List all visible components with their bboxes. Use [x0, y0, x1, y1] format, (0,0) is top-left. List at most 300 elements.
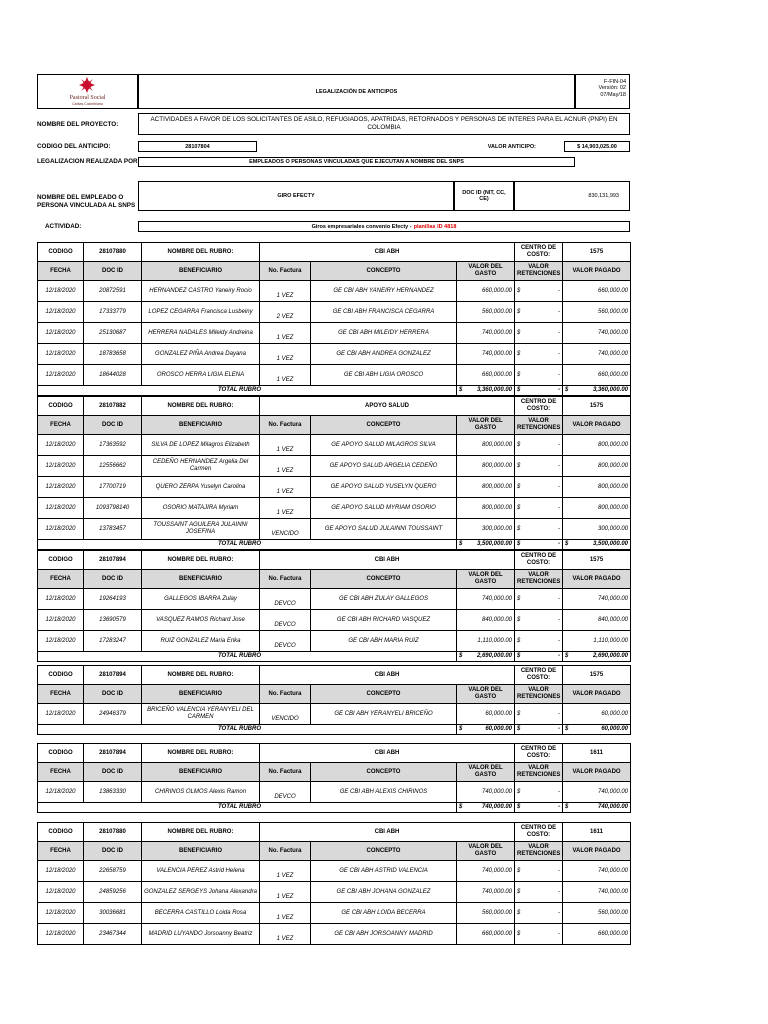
row-doc-id: 20872591: [84, 281, 142, 302]
currency-symbol: $: [517, 616, 521, 623]
row-concept: GE CBI ABH YERANYELI BRICEÑO: [311, 704, 457, 725]
row-expense-value: 660,000.00: [457, 281, 515, 302]
currency-symbol: $: [517, 804, 521, 811]
total-paid-value: 3,360,000.00: [592, 387, 629, 394]
row-doc-id: 23467344: [84, 924, 142, 945]
row-doc-id: 17700719: [84, 477, 142, 498]
activity-text: Giros empresariales convenio Efecty -: [311, 223, 412, 230]
advance-code-label: CODIGO DEL ANTICIPO:: [37, 142, 111, 150]
total-expense-value: 740,000.00: [481, 804, 513, 811]
row-retention-value: -: [558, 329, 561, 336]
total-paid: [563, 652, 631, 662]
row-retention: [515, 456, 563, 477]
column-header-beneficiario: BENEFICIARIO: [142, 842, 260, 861]
row-date: 12/18/2020: [38, 302, 84, 323]
row-date: 12/18/2020: [38, 861, 84, 882]
codigo-header: CODIGO: [38, 823, 84, 842]
total-paid-value: 2,690,000.00: [592, 653, 629, 660]
row-beneficiary: MADRID LUYANDO Jorsoanny Beatriz: [142, 924, 260, 945]
row-retention: [515, 882, 563, 903]
row-beneficiary: RUIZ GONZALEZ Maria Erika: [142, 631, 260, 652]
row-retention-value: -: [558, 441, 561, 448]
rubro-code: 28107894: [84, 744, 142, 763]
row-paid-value: 740,000.00: [563, 882, 631, 903]
row-beneficiary: TOUSSAINT AGUILERA JULAINNI JOSEFINA: [142, 519, 260, 540]
row-retention: [515, 631, 563, 652]
rubro-name: CBI ABH: [260, 243, 515, 262]
row-invoice: DEVCO: [260, 610, 311, 631]
row-expense-value: 740,000.00: [457, 344, 515, 365]
currency-symbol: $: [517, 329, 521, 336]
currency-symbol: $: [517, 788, 521, 795]
column-header-fecha: FECHA: [38, 416, 84, 435]
row-paid-value: 740,000.00: [563, 861, 631, 882]
column-header-concepto: CONCEPTO: [311, 763, 457, 782]
row-expense-value: 740,000.00: [457, 782, 515, 803]
column-header-beneficiario: BENEFICIARIO: [142, 262, 260, 281]
row-date: 12/18/2020: [38, 903, 84, 924]
column-header-docid: DOC ID: [84, 763, 142, 782]
activity-label: ACTIVIDAD:: [45, 223, 82, 230]
row-concept: GE CBI ABH LIGIA OROSCO: [311, 365, 457, 386]
total-retention-value: -: [558, 804, 561, 811]
currency-symbol: $: [517, 637, 521, 644]
total-rubro-label: TOTAL RUBRO: [38, 540, 457, 550]
form-version: Versión: 02: [598, 85, 626, 92]
total-paid-value: 3,500,000.00: [592, 541, 629, 548]
row-paid-value: 660,000.00: [563, 365, 631, 386]
total-retention: [515, 540, 563, 550]
cost-center-header: CENTRO DE COSTO:: [515, 744, 563, 763]
column-header-valor-ret: VALOR RETENCIONES: [515, 685, 563, 704]
row-beneficiary: HERRERA NADALES Mileidy Andreina: [142, 323, 260, 344]
row-date: 12/18/2020: [38, 456, 84, 477]
row-doc-id: 13863330: [84, 782, 142, 803]
total-expense-value: 60,000.00: [485, 726, 513, 733]
total-expense: [457, 386, 515, 396]
advance-code-value: 28107804: [138, 141, 257, 152]
row-retention: [515, 589, 563, 610]
total-expense: [457, 652, 515, 662]
column-header-factura: No. Factura: [260, 842, 311, 861]
table-row: [38, 704, 631, 725]
row-doc-id: 17363592: [84, 435, 142, 456]
column-header-valor-gasto: VALOR DEL GASTO: [457, 570, 515, 589]
column-header-fecha: FECHA: [38, 763, 84, 782]
row-concept: GE APOYO SALUD ARGELIA CEDEÑO: [311, 456, 457, 477]
table-row: [38, 903, 631, 924]
total-retention: [515, 803, 563, 813]
row-doc-id: 22658759: [84, 861, 142, 882]
row-beneficiary: BECERRA CASTILLO Loida Rosa: [142, 903, 260, 924]
total-retention-value: -: [558, 653, 561, 660]
row-doc-id: 13690579: [84, 610, 142, 631]
rubro-table: [37, 665, 631, 735]
currency-symbol: $: [517, 287, 521, 294]
rubro-table: [37, 242, 631, 396]
table-row: [38, 281, 631, 302]
column-header-beneficiario: BENEFICIARIO: [142, 570, 260, 589]
currency-symbol: $: [517, 387, 521, 394]
column-header-fecha: FECHA: [38, 262, 84, 281]
row-retention-value: -: [558, 909, 561, 916]
column-header-factura: No. Factura: [260, 570, 311, 589]
column-header-valor-pagado: VALOR PAGADO: [563, 763, 631, 782]
row-invoice: 1 VEZ: [260, 498, 311, 519]
cost-center-value: 1611: [563, 744, 631, 763]
total-expense: [457, 803, 515, 813]
row-retention-value: -: [558, 504, 561, 511]
cost-center-header: CENTRO DE COSTO:: [515, 397, 563, 416]
row-paid-value: 560,000.00: [563, 302, 631, 323]
row-doc-id: 1093798140: [84, 498, 142, 519]
row-doc-id: 18644028: [84, 365, 142, 386]
row-expense-value: 740,000.00: [457, 861, 515, 882]
total-retention-value: -: [558, 387, 561, 394]
row-concept: GE CBI ABH LOIDA BECERRA: [311, 903, 457, 924]
row-beneficiary: GONZALEZ PIÑA Andrea Dayana: [142, 344, 260, 365]
currency-symbol: $: [565, 726, 569, 733]
row-retention-value: -: [558, 888, 561, 895]
row-paid-value: 60,000.00: [563, 704, 631, 725]
column-header-concepto: CONCEPTO: [311, 842, 457, 861]
column-header-factura: No. Factura: [260, 763, 311, 782]
currency-symbol: $: [565, 804, 569, 811]
row-concept: GE CBI ABH ASTRID VALENCIA: [311, 861, 457, 882]
row-date: 12/18/2020: [38, 704, 84, 725]
column-header-docid: DOC ID: [84, 416, 142, 435]
row-expense-value: 740,000.00: [457, 882, 515, 903]
logo-subtext: Cáritas Colombiana: [72, 102, 103, 106]
rubro-name: CBI ABH: [260, 666, 515, 685]
row-doc-id: 17333779: [84, 302, 142, 323]
row-date: 12/18/2020: [38, 344, 84, 365]
table-row: [38, 498, 631, 519]
column-header-fecha: FECHA: [38, 842, 84, 861]
row-paid-value: 1,110,000.00: [563, 631, 631, 652]
row-paid-value: 800,000.00: [563, 456, 631, 477]
row-invoice: 1 VEZ: [260, 924, 311, 945]
form-date: 07/May/18: [600, 91, 626, 98]
row-invoice: 1 VEZ: [260, 365, 311, 386]
column-header-factura: No. Factura: [260, 262, 311, 281]
row-beneficiary: VALENCIA PEREZ Astrid Helena: [142, 861, 260, 882]
cost-center-value: 1575: [563, 551, 631, 570]
currency-symbol: $: [517, 441, 521, 448]
row-paid-value: 300,000.00: [563, 519, 631, 540]
currency-symbol: $: [565, 541, 569, 548]
row-beneficiary: CEDEÑO HERNANDEZ Argelia Del Carmen: [142, 456, 260, 477]
currency-symbol: $: [517, 909, 521, 916]
logo-cell: [37, 74, 138, 109]
row-doc-id: 19264193: [84, 589, 142, 610]
currency-symbol: $: [517, 371, 521, 378]
rubro-code: 28107882: [84, 397, 142, 416]
row-beneficiary: QUERO ZERPA Yuselyn Carolina: [142, 477, 260, 498]
row-retention-value: -: [558, 867, 561, 874]
row-invoice: 1 VEZ: [260, 861, 311, 882]
rubro-code: 28107894: [84, 551, 142, 570]
row-date: 12/18/2020: [38, 477, 84, 498]
column-header-factura: No. Factura: [260, 416, 311, 435]
rubro-name-header: NOMBRE DEL RUBRO:: [142, 243, 260, 262]
row-beneficiary: OSORIO MATAJIRA Myriam: [142, 498, 260, 519]
row-invoice: DEVCO: [260, 631, 311, 652]
row-concept: GE APOYO SALUD MILAGROS SILVA: [311, 435, 457, 456]
column-header-fecha: FECHA: [38, 570, 84, 589]
row-retention: [515, 861, 563, 882]
column-header-beneficiario: BENEFICIARIO: [142, 416, 260, 435]
row-beneficiary: HERNANDEZ CASTRO Yaneiry Rocio: [142, 281, 260, 302]
currency-symbol: $: [517, 350, 521, 357]
employee-doc-label: DOC ID (NIT, CC, CE): [454, 181, 514, 211]
column-header-docid: DOC ID: [84, 570, 142, 589]
row-retention-value: -: [558, 616, 561, 623]
row-paid-value: 740,000.00: [563, 344, 631, 365]
row-paid-value: 740,000.00: [563, 589, 631, 610]
row-invoice: 1 VEZ: [260, 882, 311, 903]
row-doc-id: 18783658: [84, 344, 142, 365]
row-expense-value: 660,000.00: [457, 365, 515, 386]
activity-value: [138, 221, 630, 232]
advance-value: $ 14,903,025.00: [564, 141, 630, 152]
column-header-valor-gasto: VALOR DEL GASTO: [457, 416, 515, 435]
row-beneficiary: GALLEGOS IBARRA Zulay: [142, 589, 260, 610]
row-concept: GE CBI ABH MILEIDY HERRERA: [311, 323, 457, 344]
rubro-code: 28107894: [84, 666, 142, 685]
row-retention-value: -: [558, 788, 561, 795]
row-concept: GE APOYO SALUD JULAINNI TOUSSAINT: [311, 519, 457, 540]
currency-symbol: $: [517, 462, 521, 469]
row-date: 12/18/2020: [38, 631, 84, 652]
table-row: [38, 861, 631, 882]
row-date: 12/18/2020: [38, 589, 84, 610]
row-date: 12/18/2020: [38, 882, 84, 903]
row-date: 12/18/2020: [38, 519, 84, 540]
row-concept: GE CBI ABH ALEXIS CHIRINOS: [311, 782, 457, 803]
column-header-valor-gasto: VALOR DEL GASTO: [457, 262, 515, 281]
row-paid-value: 660,000.00: [563, 924, 631, 945]
row-invoice: VENCIDO: [260, 704, 311, 725]
column-header-valor-ret: VALOR RETENCIONES: [515, 262, 563, 281]
table-row: [38, 477, 631, 498]
row-retention: [515, 323, 563, 344]
currency-symbol: $: [517, 483, 521, 490]
table-row: [38, 435, 631, 456]
row-expense-value: 60,000.00: [457, 704, 515, 725]
row-retention-value: -: [558, 308, 561, 315]
row-paid-value: 660,000.00: [563, 281, 631, 302]
rubro-table: [37, 743, 631, 813]
column-header-concepto: CONCEPTO: [311, 262, 457, 281]
row-invoice: 1 VEZ: [260, 323, 311, 344]
row-invoice: DEVCO: [260, 589, 311, 610]
row-retention: [515, 365, 563, 386]
column-header-docid: DOC ID: [84, 262, 142, 281]
currency-symbol: $: [517, 888, 521, 895]
row-paid-value: 800,000.00: [563, 477, 631, 498]
column-header-docid: DOC ID: [84, 685, 142, 704]
row-expense-value: 560,000.00: [457, 903, 515, 924]
currency-symbol: $: [517, 867, 521, 874]
row-date: 12/18/2020: [38, 281, 84, 302]
row-retention: [515, 704, 563, 725]
row-retention-value: -: [558, 525, 561, 532]
row-retention-value: -: [558, 637, 561, 644]
row-doc-id: 24946379: [84, 704, 142, 725]
row-invoice: DEVCO: [260, 782, 311, 803]
row-retention-value: -: [558, 462, 561, 469]
rubro-name-header: NOMBRE DEL RUBRO:: [142, 397, 260, 416]
total-expense-value: 3,360,000.00: [476, 387, 513, 394]
total-rubro-label: TOTAL RUBRO: [38, 725, 457, 735]
row-expense-value: 800,000.00: [457, 477, 515, 498]
row-beneficiary: BRICEÑO VALENCIA YERANYELI DEL CARMEN: [142, 704, 260, 725]
row-doc-id: 13783457: [84, 519, 142, 540]
row-expense-value: 740,000.00: [457, 323, 515, 344]
column-header-concepto: CONCEPTO: [311, 570, 457, 589]
codigo-header: CODIGO: [38, 397, 84, 416]
codigo-header: CODIGO: [38, 666, 84, 685]
row-date: 12/18/2020: [38, 498, 84, 519]
total-paid: [563, 803, 631, 813]
table-row: [38, 519, 631, 540]
row-concept: GE CBI ABH RICHARD VASQUEZ: [311, 610, 457, 631]
logo-text: Pastoral Social: [69, 95, 106, 101]
row-date: 12/18/2020: [38, 924, 84, 945]
column-header-valor-ret: VALOR RETENCIONES: [515, 763, 563, 782]
total-expense-value: 3,500,000.00: [476, 541, 513, 548]
row-invoice: 1 VEZ: [260, 435, 311, 456]
rubro-table: [37, 396, 631, 550]
total-expense: [457, 725, 515, 735]
table-row: [38, 344, 631, 365]
total-rubro-label: TOTAL RUBRO: [38, 652, 457, 662]
version-cell: [575, 74, 630, 109]
rubro-name-header: NOMBRE DEL RUBRO:: [142, 666, 260, 685]
currency-symbol: $: [517, 930, 521, 937]
cost-center-header: CENTRO DE COSTO:: [515, 823, 563, 842]
column-header-valor-ret: VALOR RETENCIONES: [515, 842, 563, 861]
row-retention: [515, 519, 563, 540]
row-concept: GE CBI ABH YANEIRY HERNANDEZ: [311, 281, 457, 302]
table-row: [38, 631, 631, 652]
row-date: 12/18/2020: [38, 435, 84, 456]
row-invoice: 1 VEZ: [260, 344, 311, 365]
currency-symbol: $: [517, 653, 521, 660]
row-concept: GE CBI ABH ANDREA GONZALEZ: [311, 344, 457, 365]
row-retention-value: -: [558, 710, 561, 717]
row-retention-value: -: [558, 595, 561, 602]
row-concept: GE APOYO SALUD MYRIAM OSORIO: [311, 498, 457, 519]
row-paid-value: 740,000.00: [563, 782, 631, 803]
form-code: F-FIN-04: [604, 79, 626, 85]
column-header-docid: DOC ID: [84, 842, 142, 861]
project-label: NOMBRE DEL PROYECTO:: [37, 120, 119, 128]
total-retention: [515, 725, 563, 735]
row-concept: GE CBI ABH MARIA RUIZ: [311, 631, 457, 652]
row-beneficiary: LOPEZ CEGARRA Francisca Lusbeiny: [142, 302, 260, 323]
table-row: [38, 365, 631, 386]
rubro-code: 28107880: [84, 823, 142, 842]
column-header-fecha: FECHA: [38, 685, 84, 704]
column-header-beneficiario: BENEFICIARIO: [142, 685, 260, 704]
row-doc-id: 12556662: [84, 456, 142, 477]
row-retention: [515, 903, 563, 924]
row-retention-value: -: [558, 483, 561, 490]
column-header-concepto: CONCEPTO: [311, 685, 457, 704]
employee-label: NOMBRE DEL EMPLEADO O PERSONA VINCULADA AL SNPS: [37, 194, 136, 209]
total-retention: [515, 652, 563, 662]
column-header-valor-pagado: VALOR PAGADO: [563, 685, 631, 704]
total-paid: [563, 725, 631, 735]
legalization-value: EMPLEADOS O PERSONAS VINCULADAS QUE EJECUTAN A NOMBRE DEL SNPS: [138, 157, 575, 167]
column-header-concepto: CONCEPTO: [311, 416, 457, 435]
activity-planilla: planillas ID 4818: [413, 223, 457, 230]
codigo-header: CODIGO: [38, 744, 84, 763]
codigo-header: CODIGO: [38, 243, 84, 262]
column-header-valor-pagado: VALOR PAGADO: [563, 416, 631, 435]
row-doc-id: 24859256: [84, 882, 142, 903]
row-retention: [515, 344, 563, 365]
employee-doc-value: 830,131,993: [514, 181, 630, 211]
total-expense-value: 2,690,000.00: [476, 653, 513, 660]
table-row: [38, 589, 631, 610]
column-header-valor-pagado: VALOR PAGADO: [563, 262, 631, 281]
row-expense-value: 660,000.00: [457, 924, 515, 945]
rubro-name: CBI ABH: [260, 744, 515, 763]
cost-center-value: 1611: [563, 823, 631, 842]
cost-center-header: CENTRO DE COSTO:: [515, 243, 563, 262]
total-rubro-label: TOTAL RUBRO: [38, 386, 457, 396]
rubro-name-header: NOMBRE DEL RUBRO:: [142, 551, 260, 570]
advance-value-label: VALOR ANTICIPO:: [487, 143, 536, 150]
row-expense-value: 840,000.00: [457, 610, 515, 631]
column-header-valor-gasto: VALOR DEL GASTO: [457, 685, 515, 704]
row-concept: GE CBI ABH JORSOANNY MADRID: [311, 924, 457, 945]
row-expense-value: 800,000.00: [457, 498, 515, 519]
currency-symbol: $: [517, 504, 521, 511]
row-beneficiary: GONZALEZ SERGEYS Johana Alexandra: [142, 882, 260, 903]
row-retention: [515, 435, 563, 456]
row-expense-value: 300,000.00: [457, 519, 515, 540]
column-header-valor-pagado: VALOR PAGADO: [563, 570, 631, 589]
row-beneficiary: OROSCO HERRA LIGIA ELENA: [142, 365, 260, 386]
row-retention-value: -: [558, 371, 561, 378]
currency-symbol: $: [459, 804, 463, 811]
row-expense-value: 1,110,000.00: [457, 631, 515, 652]
column-header-valor-ret: VALOR RETENCIONES: [515, 570, 563, 589]
row-beneficiary: CHIRINOS OLMOS Alexis Ramon: [142, 782, 260, 803]
row-paid-value: 800,000.00: [563, 498, 631, 519]
row-retention: [515, 498, 563, 519]
row-retention: [515, 782, 563, 803]
project-value: ACTIVIDADES A FAVOR DE LOS SOLICITANTES DE ASILO, REFUGIADOS, APATRIDAS, RETORNADOS Y PERSONAS DE INTERES PARA EL ACNUR (PNPI) EN COLOMBIA: [138, 113, 630, 135]
rubro-table: [37, 550, 631, 662]
currency-symbol: $: [517, 710, 521, 717]
column-header-valor-ret: VALOR RETENCIONES: [515, 416, 563, 435]
row-invoice: 1 VEZ: [260, 477, 311, 498]
currency-symbol: $: [517, 726, 521, 733]
employee-name: GIRO EFECTY: [138, 181, 454, 211]
rubro-name: CBI ABH: [260, 823, 515, 842]
row-invoice: 1 VEZ: [260, 281, 311, 302]
row-retention-value: -: [558, 287, 561, 294]
row-doc-id: 30036681: [84, 903, 142, 924]
table-row: [38, 882, 631, 903]
row-doc-id: 25130687: [84, 323, 142, 344]
row-concept: GE CBI ABH FRANCISCA CEGARRA: [311, 302, 457, 323]
